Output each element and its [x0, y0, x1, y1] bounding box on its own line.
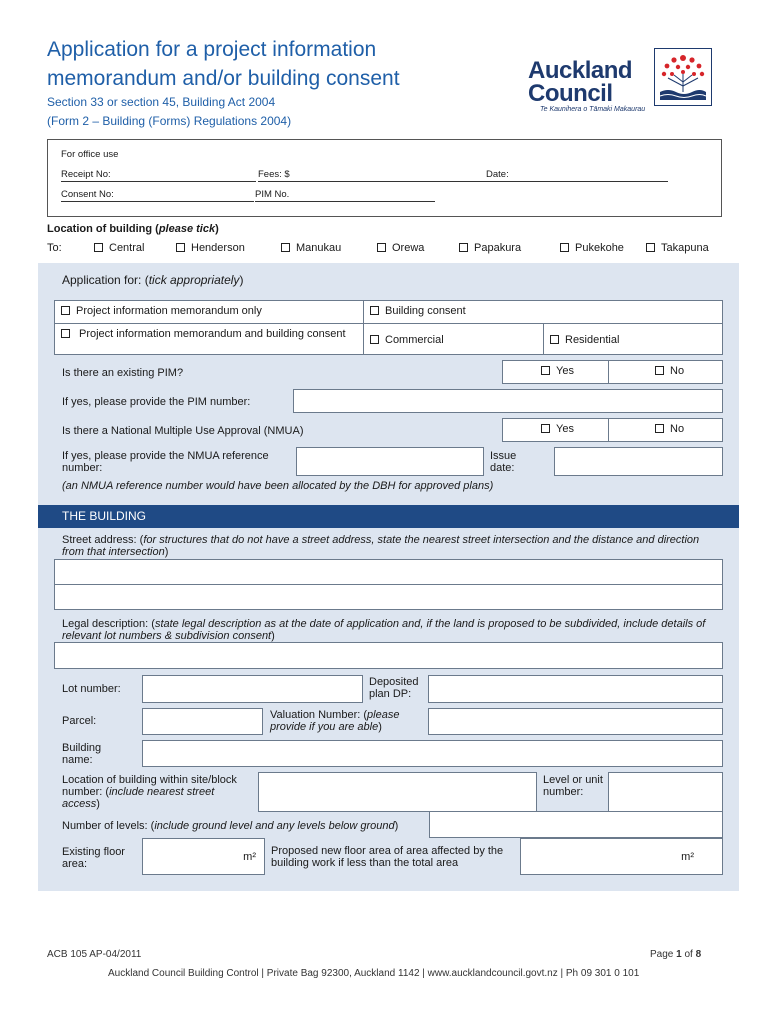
- footer-address: Auckland Council Building Control | Private Bag 92300, Auckland 1142 | www.aucklandcouncil.govt.nz | Ph 09 301 0 101: [108, 968, 640, 979]
- nmua-reference-input[interactable]: [296, 447, 484, 476]
- existing-pim-yes[interactable]: Yes: [502, 360, 609, 384]
- proposed-floor-area-input[interactable]: [520, 838, 723, 875]
- proposed-floor-unit: m²: [681, 851, 694, 863]
- date-label: Date:: [486, 169, 509, 180]
- existing-floor-area-input[interactable]: [142, 838, 265, 875]
- subtitle-act: Section 33 or section 45, Building Act 2004: [47, 95, 276, 109]
- deposited-plan-input[interactable]: [428, 675, 723, 703]
- nmua-no[interactable]: No: [608, 418, 723, 442]
- form-code: ACB 105 AP-04/2011: [47, 949, 142, 960]
- page-title: [47, 35, 487, 93]
- nmua-note: (an NMUA reference number would have been allocated by the DBH for approved plans): [62, 480, 494, 492]
- checkbox-icon[interactable]: [61, 329, 70, 338]
- receipt-label: Receipt No:: [61, 169, 111, 180]
- level-unit-input[interactable]: [608, 772, 723, 812]
- option-residential[interactable]: Residential: [543, 323, 723, 355]
- checkbox-icon[interactable]: [176, 243, 185, 252]
- option-pim-only[interactable]: Project information memorandum only: [54, 300, 364, 324]
- nmua-question: Is there a National Multiple Use Approval (NMUA): [62, 425, 304, 437]
- title-line-1: Application for a project information: [47, 38, 377, 61]
- legal-description-label: Legal description: (state legal description as at the date of application and, if the land is proposed to be subdivided, include details of relevant lot numbers & subdivision consent): [62, 618, 706, 642]
- logo-word-auckland: Auckland: [528, 57, 633, 84]
- street-address-input-1[interactable]: [54, 559, 723, 585]
- pim-label: PIM No.: [255, 189, 290, 200]
- application-heading: Application for: (tick appropriately): [62, 273, 244, 287]
- to-label: To:: [47, 242, 62, 254]
- consent-label: Consent No:: [61, 189, 114, 200]
- issue-date-input[interactable]: [554, 447, 723, 476]
- building-name-label: Building name:: [62, 742, 102, 766]
- checkbox-icon[interactable]: [560, 243, 569, 252]
- option-commercial[interactable]: Commercial: [363, 323, 544, 355]
- lot-number-input[interactable]: [142, 675, 363, 703]
- checkbox-icon[interactable]: [61, 306, 70, 315]
- checkbox-icon[interactable]: [541, 366, 550, 375]
- number-of-levels-input[interactable]: [429, 811, 723, 838]
- consent-field[interactable]: [61, 201, 254, 202]
- page-number: Page 1 of 8: [650, 949, 702, 960]
- deposited-plan-label: Deposited plan DP:: [369, 676, 419, 700]
- checkbox-icon[interactable]: [655, 424, 664, 433]
- logo-tagline: Te Kaunihera o Tāmaki Makaurau: [540, 106, 646, 113]
- issue-date-label: Issue date:: [490, 450, 517, 474]
- subtitle-form: (Form 2 – Building (Forms) Regulations 2004): [47, 114, 292, 128]
- checkbox-icon[interactable]: [550, 335, 559, 344]
- office-use-heading: For office use: [61, 149, 119, 160]
- parcel-input[interactable]: [142, 708, 263, 735]
- location-within-site-label: Location of building within site/block number: (include nearest street access): [62, 774, 237, 810]
- legal-description-input[interactable]: [54, 642, 723, 669]
- checkbox-icon[interactable]: [281, 243, 290, 252]
- date-field[interactable]: [486, 181, 668, 182]
- valuation-number-label: Valuation Number: (please provide if you are able): [270, 709, 400, 733]
- valuation-number-input[interactable]: [428, 708, 723, 735]
- location-heading: Location of building (please tick): [47, 223, 219, 235]
- street-address-label: Street address: (for structures that do not have a street address, state the nearest street intersection and the distance and direction from that intersection): [62, 534, 700, 558]
- building-name-input[interactable]: [142, 740, 723, 767]
- location-option-pukekohe[interactable]: Pukekohe: [560, 242, 624, 254]
- location-option-takapuna[interactable]: Takapuna: [646, 242, 709, 254]
- pohutukawa-emblem-icon: [654, 48, 712, 106]
- pim-number-question: If yes, please provide the PIM number:: [62, 396, 251, 408]
- street-address-input-2[interactable]: [54, 584, 723, 610]
- existing-pim-question: Is there an existing PIM?: [62, 367, 184, 379]
- lot-number-label: Lot number:: [62, 683, 121, 695]
- checkbox-icon[interactable]: [370, 306, 379, 315]
- location-option-papakura[interactable]: Papakura: [459, 242, 521, 254]
- existing-floor-area-label: Existing floor area:: [62, 846, 125, 870]
- location-option-central[interactable]: Central: [94, 242, 144, 254]
- location-within-site-input[interactable]: [258, 772, 537, 812]
- location-option-manukau[interactable]: Manukau: [281, 242, 341, 254]
- checkbox-icon[interactable]: [377, 243, 386, 252]
- checkbox-icon[interactable]: [459, 243, 468, 252]
- nmua-reference-question: If yes, please provide the NMUA reference number:: [62, 450, 269, 474]
- nmua-yes[interactable]: Yes: [502, 418, 609, 442]
- checkbox-icon[interactable]: [94, 243, 103, 252]
- level-unit-label: Level or unit number:: [543, 774, 603, 798]
- option-pim-and-consent[interactable]: Project information memorandum and building consent: [54, 323, 364, 355]
- option-building-consent[interactable]: Building consent: [363, 300, 723, 324]
- existing-floor-unit: m²: [243, 851, 256, 863]
- office-use-box: [47, 139, 722, 217]
- checkbox-icon[interactable]: [655, 366, 664, 375]
- pim-number-input[interactable]: [293, 389, 723, 413]
- parcel-label: Parcel:: [62, 715, 97, 727]
- title-line-2: memorandum and/or building consent: [47, 67, 400, 90]
- fees-label: Fees: $: [258, 169, 290, 180]
- checkbox-icon[interactable]: [541, 424, 550, 433]
- logo-word-council: Council: [528, 80, 613, 107]
- checkbox-icon[interactable]: [370, 335, 379, 344]
- section-bar-the-building: THE BUILDING: [38, 505, 739, 528]
- existing-pim-no[interactable]: No: [608, 360, 723, 384]
- pim-field[interactable]: [255, 201, 435, 202]
- checkbox-icon[interactable]: [646, 243, 655, 252]
- location-option-henderson[interactable]: Henderson: [176, 242, 245, 254]
- location-option-orewa[interactable]: Orewa: [377, 242, 424, 254]
- number-of-levels-label: Number of levels: (include ground level and any levels below ground): [62, 820, 399, 832]
- proposed-floor-area-label: Proposed new floor area of area affected by the building work if less than the total area: [271, 845, 504, 869]
- auckland-council-logo: [528, 48, 714, 123]
